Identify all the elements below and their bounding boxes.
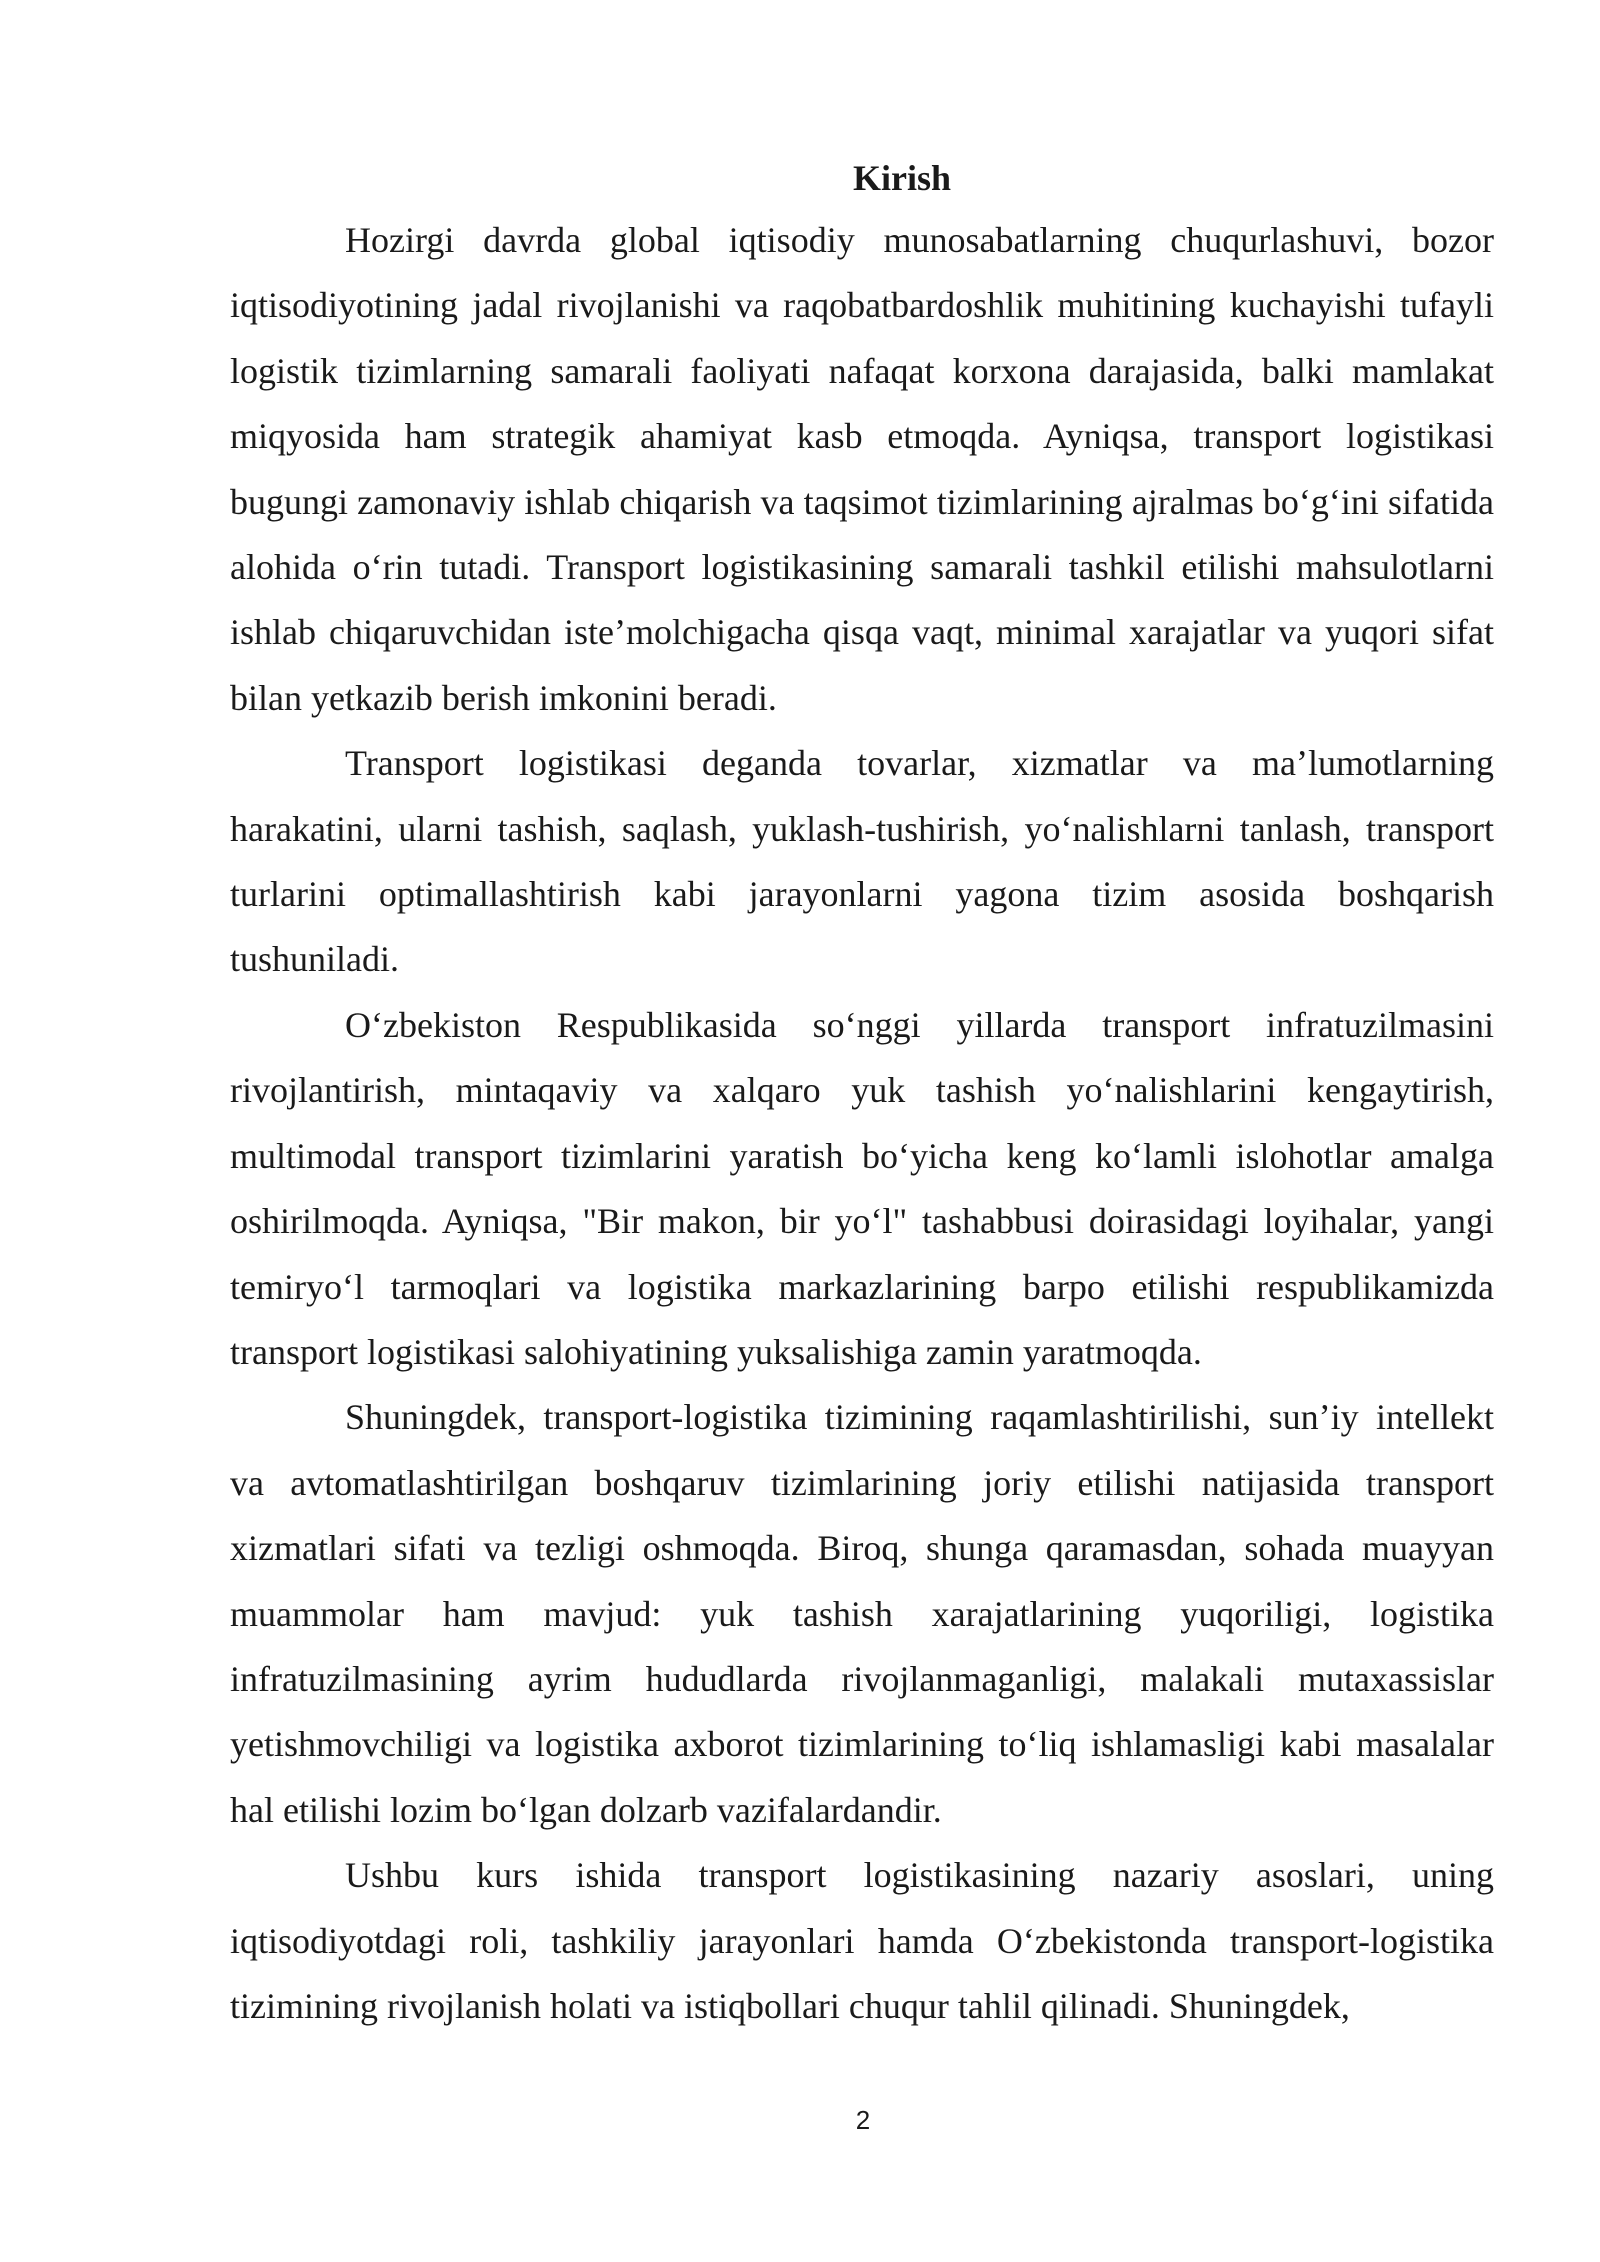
paragraph-4: Shuningdek, transport-logistika tizimining raqamlashtirilishi, sunʼiy intellekt va avtomatlashtirilgan boshqaruv tizimlarining joriy etilishi natijasida transport xizmatlari sifati va tezligi oshmoqda. Biroq, shunga qaramasdan, sohada muayyan muammolar ham mavjud: yuk tashish xarajatlarining yuqoriligi, logistika infratuzilmasining ayrim hududlarda rivojlanmaganligi, malakali mutaxassislar yetishmovchiligi va logistika axborot tizimlarining toʻliq ishlamasligi kabi masalalar hal etilishi lozim boʻlgan dolzarb vazifalardandir. <box>230 1397 1494 1830</box>
paragraph-3: Oʻzbekiston Respublikasida soʻnggi yillarda transport infratuzilmasini rivojlantirish, mintaqaviy va xalqaro yuk tashish yoʻnalishlarini kengaytirish, multimodal transport tizimlarini yaratish boʻyicha keng koʻlamli islohotlar amalga oshirilmoqda. Ayniqsa, "Bir makon, bir yoʻl" tashabbusi doirasidagi loyihalar, yangi temiryoʻl tarmoqlari va logistika markazlarining barpo etilishi respublikamizda transport logistikasi salohiyatining yuksalishiga zamin yaratmoqda. <box>230 1004 1494 1372</box>
page-content <box>230 148 1494 2039</box>
section-title: Kirish <box>852 158 951 198</box>
page-number: 2 <box>855 2105 871 2135</box>
paragraph-5: Ushbu kurs ishida transport logistikasining nazariy asoslari, uning iqtisodiyotdagi roli, tashkiliy jarayonlari hamda Oʻzbekistonda transport-logistika tizimining rivojlanish holati va istiqbollari chuqur tahlil qilinadi. Shuningdek, <box>230 1855 1494 2026</box>
paragraph-1: Hozirgi davrda global iqtisodiy munosabatlarning chuqurlashuvi, bozor iqtisodiyotining jadal rivojlanishi va raqobatbardoshlik muhitining kuchayishi tufayli logistik tizimlarning samarali faoliyati nafaqat korxona darajasida, balki mamlakat miqyosida ham strategik ahamiyat kasb etmoqda. Ayniqsa, transport logistikasi bugungi zamonaviy ishlab chiqarish va taqsimot tizimlarining ajralmas boʻgʻini sifatida alohida oʻrin tutadi. Transport logistikasining samarali tashkil etilishi mahsulotlarni ishlab chiqaruvchidan isteʼmolchigacha qisqa vaqt, minimal xarajatlar va yuqori sifat bilan yetkazib berish imkonini beradi. <box>230 220 1494 718</box>
paragraph-2: Transport logistikasi deganda tovarlar, xizmatlar va maʼlumotlarning harakatini, ularni tashish, saqlash, yuklash-tushirish, yoʻnalishlarni tanlash, transport turlarini optimallashtirish kabi jarayonlarni yagona tizim asosida boshqarish tushuniladi. <box>230 743 1494 980</box>
